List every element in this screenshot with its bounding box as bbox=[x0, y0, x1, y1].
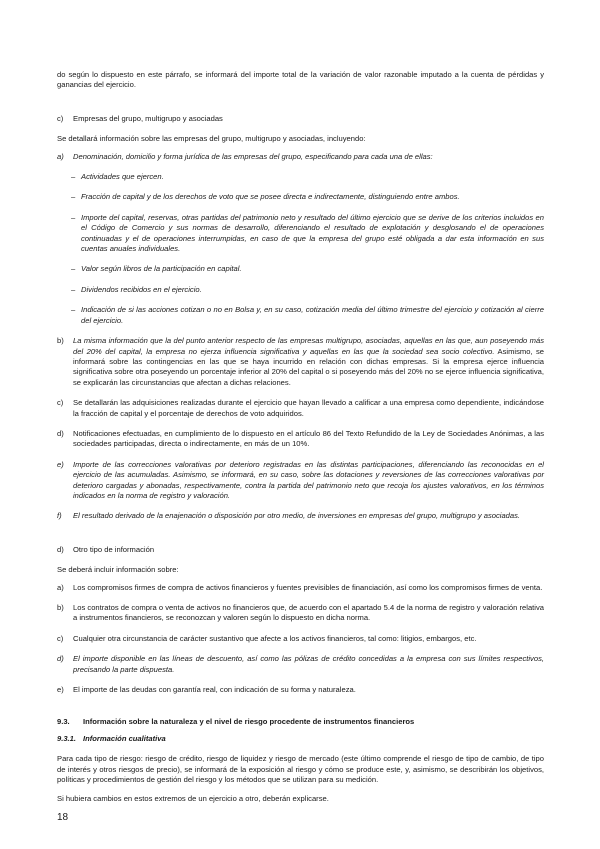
section-c-intro: Se detallará información sobre las empresas del grupo, multigrupo y asociadas, incluyendo: bbox=[57, 134, 366, 144]
dash-item-1: – Actividades que ejercen. bbox=[71, 172, 164, 182]
section-c-item-d bbox=[57, 429, 544, 450]
section-d-item-b bbox=[57, 603, 544, 624]
section-c-label: c) bbox=[57, 113, 64, 123]
dash-item-3: – Importe del capital, reservas, otras partidas del patrimonio neto y resultado del último ejercicio que se derive de los criterios incluidos en el Código de Comercio y sus normas de desarrollo, diferenciando el resultado de explotación y desglosando el de operaciones continuadas y el de operaciones interrumpidas, en caso de que la empresa del grupo esté obligada a dar esta información en sus cuentas anuales individuales. bbox=[71, 212, 544, 254]
section-d-item-a bbox=[57, 583, 544, 593]
section-c-item-b bbox=[57, 336, 544, 388]
section-9-3-1-heading bbox=[57, 734, 544, 744]
item-label: d) bbox=[57, 654, 64, 664]
item-text: Importe de las correcciones valorativas por deterioro registradas en las distintas participaciones, diferenciando las reconocidas en el ejercicio de las acumuladas. Asimismo, se informará, en su caso, sobre las dotaciones y reversiones de las correcciones valorativas por deterioro cargadas y abonadas, respectivamente, contra la partida del patrimonio neto que recoja los ajustes valorativos, en los términos indicados en la norma de registro y valoración. bbox=[73, 459, 544, 500]
section-d-item-e bbox=[57, 685, 544, 695]
page-number: 18 bbox=[57, 812, 69, 823]
dash-item-2: – Fracción de capital y de los derechos de voto que se posee directa e indirectamente, distinguiendo entre ambos. bbox=[71, 192, 460, 202]
section-c-item-a bbox=[57, 152, 544, 162]
item-text: Los compromisos firmes de compra de activos financieros y fuentes previsibles de financiación, así como los compromisos firmes de venta. bbox=[73, 582, 543, 592]
section-d-item-d bbox=[57, 654, 544, 675]
item-label: a) bbox=[57, 582, 64, 592]
section-c-title: Empresas del grupo, multigrupo y asociadas bbox=[73, 113, 223, 123]
item-label: b) bbox=[57, 336, 64, 346]
item-text: Denominación, domicilio y forma jurídica de las empresas del grupo, especificando para cada una de ellas: bbox=[73, 151, 433, 161]
section-d-intro: Se deberá incluir información sobre: bbox=[57, 565, 179, 575]
section-9-3-1-paragraph-2: Si hubiera cambios en estos extremos de un ejercicio a otro, deberán explicarse. bbox=[57, 794, 329, 804]
item-label: a) bbox=[57, 151, 64, 161]
item-label: e) bbox=[57, 685, 64, 695]
section-d-heading bbox=[57, 545, 544, 555]
item-text: Asimismo, se informará sobre las contingencias en las que se haya incurrido en relación con dichas empresas. Si la empresa ejerce influencia significativa sobre otra poseyendo un porcentaje inferior al 20% del capital o si poseyendo más del 20% no se ejerce influencia significativa, se explicarán las circunstancias que afectan a dichas relaciones. bbox=[73, 346, 544, 387]
section-title: Información cualitativa bbox=[83, 733, 166, 743]
item-label: c) bbox=[57, 633, 64, 643]
section-c-item-e bbox=[57, 460, 544, 502]
dash-item-5: – Dividendos recibidos en el ejercicio. bbox=[71, 284, 202, 294]
item-label: c) bbox=[57, 398, 64, 408]
item-label: d) bbox=[57, 428, 64, 438]
dash-item-6: – Indicación de si las acciones cotizan o no en Bolsa y, en su caso, cotización media del último trimestre del ejercicio y cotización al cierre del ejercicio. bbox=[71, 305, 544, 325]
section-d-title: Otro tipo de información bbox=[73, 544, 155, 554]
section-title: Información sobre la naturaleza y el nivel de riesgo procedente de instrumentos financieros bbox=[83, 717, 415, 727]
section-number: 9.3.1. bbox=[57, 733, 76, 743]
section-c-heading bbox=[57, 114, 544, 124]
intro-paragraph: do según lo dispuesto en este párrafo, se informará del importe total de la variación de valor razonable imputado a la cuenta de pérdidas y ganancias del ejercicio. bbox=[57, 70, 544, 90]
item-text: El importe disponible en las líneas de descuento, así como las pólizas de crédito concedidas a la empresa con sus límites respectivos, precisando la parte dispuesta. bbox=[73, 654, 544, 674]
section-9-3-1-paragraph-1: Para cada tipo de riesgo: riesgo de crédito, riesgo de liquidez y riesgo de mercado (este último comprende el riesgo de tipo de cambio, de tipo de interés y otros riesgos de precio), se informará de la exposición al riesgo y cómo se produce este, y, asimismo, se describirán los objetivos, políticas y procedimientos de gestión del riesgo y los métodos que se utilizan para su medición. bbox=[57, 754, 544, 785]
item-text: Notificaciones efectuadas, en cumplimiento de lo dispuesto en el artículo 86 del Texto Refundido de la Ley de Sociedades Anónimas, a las sociedades participadas, directa o indirectamente, en más de un 10%. bbox=[73, 428, 544, 449]
item-label: e) bbox=[57, 459, 64, 469]
section-number: 9.3. bbox=[57, 717, 70, 727]
item-text: Los contratos de compra o venta de activos no financieros que, de acuerdo con el apartado 5.4 de la norma de registro y valoración relativa a instrumentos financieros, se reconozcan y valoren según lo dispuesto en dicha norma. bbox=[73, 603, 544, 623]
section-c-item-f bbox=[57, 511, 544, 521]
section-d-item-c bbox=[57, 634, 544, 644]
dash-item-4: – Valor según libros de la participación en capital. bbox=[71, 264, 242, 274]
item-label: b) bbox=[57, 603, 64, 612]
item-label: f) bbox=[57, 511, 62, 521]
section-9-3-heading bbox=[57, 717, 544, 727]
item-text: El resultado derivado de la enajenación o disposición por otro medio, de inversiones en empresas del grupo, multigrupo y asociadas. bbox=[73, 511, 521, 521]
item-text-italic: La misma información que la del punto anterior respecto de las empresas multigrupo, asociadas, aquellas en las que, aun poseyendo más del 20% del capital, la empresa no ejerza influencia significativa y aquellas en las que la sociedad sea socio colectivo. bbox=[73, 336, 544, 356]
item-text: Se detallarán las adquisiciones realizadas durante el ejercicio que hayan llevado a calificar a una empresa como dependiente, indicándose la fracción de capital y el porcentaje de derechos de voto adquiridos. bbox=[73, 398, 544, 418]
item-text: El importe de las deudas con garantía real, con indicación de su forma y naturaleza. bbox=[73, 685, 356, 695]
section-c-item-c bbox=[57, 398, 544, 419]
section-d-label: d) bbox=[57, 544, 64, 554]
page-body bbox=[57, 70, 544, 805]
item-text: Cualquier otra circunstancia de carácter sustantivo que afecte a los activos financieros, tal como: litigios, embargos, etc. bbox=[73, 633, 477, 643]
